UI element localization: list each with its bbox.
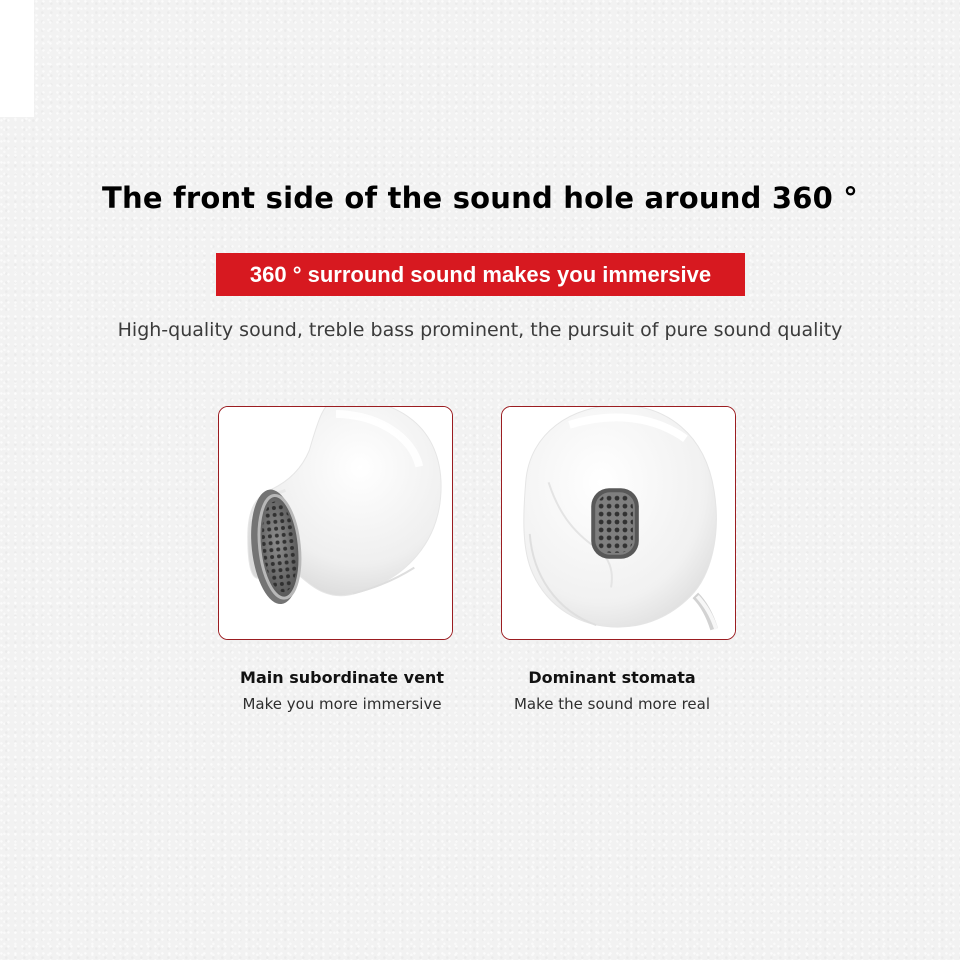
feature-caption-main-vent [482,666,742,714]
banner-text: 360 ° surround sound makes you immersive [249,261,712,287]
earbud-main-vent-image [502,407,735,639]
feature-title: Main subordinate vent [240,668,444,687]
feature-card-side-vent [218,406,453,640]
earbud-side-vent-image [219,407,452,639]
page-title: The front side of the sound hole around 360 ° [102,181,858,215]
corner-white-block [0,0,34,117]
feature-card-main-vent [501,406,736,640]
highlight-banner [216,253,745,296]
feature-description: Make you more immersive [242,695,442,713]
page-subtitle: High-quality sound, treble bass prominent, the pursuit of pure sound quality [117,319,843,341]
feature-caption-side-vent [212,666,472,714]
feature-description: Make the sound more real [513,695,710,713]
feature-title: Dominant stomata [528,668,696,687]
